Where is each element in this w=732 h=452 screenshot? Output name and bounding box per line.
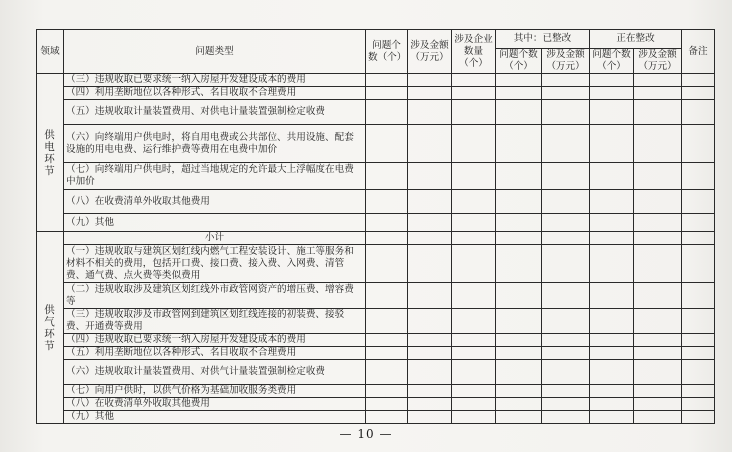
header-row-top [37, 30, 715, 49]
header-domain: 领域 [37, 30, 64, 74]
header-amount: 涉及金额（万元） [408, 30, 452, 74]
table-row [37, 309, 715, 334]
table-row [37, 360, 715, 385]
table-row [37, 245, 715, 283]
header-rectified-count: 问题个数（个） [496, 49, 542, 74]
problem-type-cell: （五）违规收取计量装置费用、对供电计量装置强制检定收费 [64, 100, 366, 125]
page-number: — 10 — [339, 427, 393, 441]
statistics-table [36, 29, 715, 424]
table-row [37, 283, 715, 309]
problem-type-cell: （四）违规收取已要求统一纳入房屋开发建设成本的费用 [64, 334, 366, 347]
table-row [37, 411, 715, 424]
problem-type-cell: （五）利用垄断地位以各种形式、名目收取不合理费用 [64, 347, 366, 360]
problem-type-cell: （八）在收费清单外收取其他费用 [64, 190, 366, 214]
table-row [37, 385, 715, 398]
problem-type-cell: （八）在收费清单外收取其他费用 [64, 398, 366, 411]
header-rectifying-amount: 涉及金额（万元） [634, 49, 682, 74]
header-rectifying-group: 正在整改 [590, 30, 682, 49]
header-rectified-group: 其中：已整改 [496, 30, 590, 49]
table-row [37, 100, 715, 125]
subtotal-label: 小计 [64, 232, 366, 245]
header-companies: 涉及企业数量（个） [452, 30, 496, 74]
header-rectifying-count: 问题个数（个） [590, 49, 634, 74]
problem-type-cell: （三）违规收取涉及市政管网到建筑区划红线连接的初装费、接驳费、开通费等费用 [64, 309, 366, 334]
table-row [37, 214, 715, 232]
table-row [37, 398, 715, 411]
problem-type-cell: （六）违规收取计量装置费用、对供气计量装置强制检定收费 [64, 360, 366, 385]
table-row [37, 74, 715, 87]
problem-type-cell: （一）违规收取与建筑区划红线内燃气工程安装设计、施工等服务和材料不相关的费用，包括开口费、接口费、接入费、入网费、清管费、通气费、点火费等类似费用 [64, 245, 366, 283]
header-rectified-amount: 涉及金额（万元） [542, 49, 590, 74]
table-row [37, 347, 715, 360]
problem-type-cell: （九）其他 [64, 411, 366, 424]
header-problem-count: 问题个数（个） [366, 30, 408, 74]
domain-power-supply: 供电环节 [37, 74, 64, 232]
table-row [37, 334, 715, 347]
problem-type-cell: （三）违规收取已要求统一纳入房屋开发建设成本的费用 [64, 74, 366, 87]
problem-type-cell: （七）向终端用户供电时，超过当地规定的允许最大上浮幅度在电费中加价 [64, 163, 366, 190]
table-row [37, 190, 715, 214]
problem-type-cell: （七）向用户供时，以供气价格为基础加收服务类费用 [64, 385, 366, 398]
table-row [37, 87, 715, 100]
table-row [37, 125, 715, 163]
problem-type-cell: （九）其他 [64, 214, 366, 232]
problem-type-cell: （六）向终端用户供电时，将自用电费或公共部位、共用设施、配套设施的用电电费、运行维护费等费用在电费中加价 [64, 125, 366, 163]
table-row [37, 163, 715, 190]
problem-type-cell: （四）利用垄断地位以各种形式、名目收取不合理费用 [64, 87, 366, 100]
domain-gas-supply: 供气环节 [37, 232, 64, 424]
subtotal-row [37, 232, 715, 245]
header-problem-type: 问题类型 [64, 30, 366, 74]
header-remarks: 备注 [682, 30, 715, 74]
problem-type-cell: （二）违规收取涉及建筑区划红线外市政管网资产的增压费、增容费等 [64, 283, 366, 309]
